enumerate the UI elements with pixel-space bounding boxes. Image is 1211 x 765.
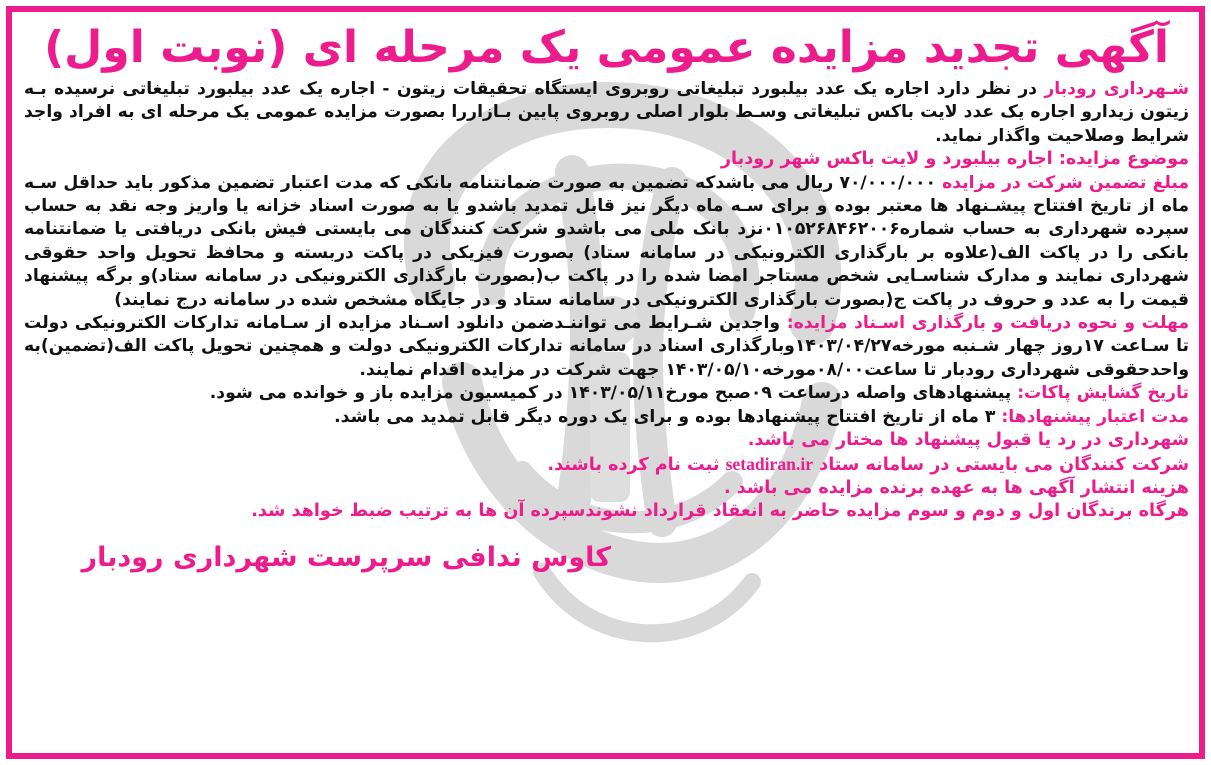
notice-frame [6,6,1205,759]
signature-line: کاوس ندافی سرپرست شهرداری رودبار [81,541,611,573]
opening-text: پیشنهادهای واصله درساعت ۰۹صبح مورخ۱۴۰۳/۰۵/۱۱ در کمیسیون مزایده باز و خوانده می شود. [209,383,1018,404]
registration-after: ثبت نام کرده باشند. [547,454,726,475]
deadline-paragraph [24,312,1189,382]
forfeit-line: هرگاه برندگان اول و دوم و سوم مزایده حاضر به انعقاد قرارداد نشوندسپرده آن ها به ترتیب ضبط خواهد شد. [251,501,1189,522]
intro-paragraph [24,78,1189,148]
opening-lead: تاریخ گشایش پاکات: [1017,383,1189,404]
registration-line [24,453,1189,477]
subject-line: موضوع مزایده: اجاره بیلبورد و لایت باکس شهر رودبار [720,149,1189,170]
opening-paragraph [24,382,1189,405]
guarantee-lead: مبلغ تضمین شرکت در مزایده [942,172,1189,193]
validity-text: ۳ ماه از تاریخ افتتاح پیشنهادها بوده و برای یک دوره دیگر قابل تمدید می باشد. [334,406,1002,427]
deadline-lead: مهلت و نحوه دریافت و بارگذاری اسـناد مزایده: [786,313,1189,334]
notice-title: آگهی تجدید مزایده عمومی یک مرحله ای (نوبت اول) [44,22,1169,73]
cost-line: هزینه انتشار آگهی ها به عهده برنده مزایده می باشد . [723,477,1189,498]
notice-body [12,20,1199,576]
validity-lead: مدت اعتبار پیشنهادها: [1001,406,1189,427]
rights-line: شهرداری در رد یا قبول پیشنهاد ها مختار می باشد. [747,430,1189,451]
setadiran-link[interactable]: setadiran.ir [725,453,814,474]
intro-text: در نظر دارد اجاره یک عدد بیلبورد تبلیغاتی روبروی ایستگاه تحقیقات زیتون - اجاره یک عدد بیلبورد تبلیغاتی نرسیده بـه زیتون زیدارو اجاره یک عدد لایت باکس تبلیغاتی وسـط بلوار اصلی روبروی پایین بـازاررا بصورت مزایده عمومی یک مرحله ای به افراد واجد شرایط وصلاحیت واگذار نماید. [24,79,1189,146]
intro-lead: شـهرداری رودبار [1044,79,1189,99]
registration-before: شرکت کنندگان می بایستی در سامانه ستاد [813,454,1189,475]
validity-paragraph [24,406,1189,429]
guarantee-paragraph [24,172,1189,312]
guarantee-text: ۷۰/۰۰۰/۰۰۰ ریال می باشدکه تضمین به صورت ضمانتنامه بانکی که مدت اعتبار تضمین مذکور باید حداقل سـه ماه از تاریخ افتتاح پیشـنهاد ها معتبر بوده و برای سـه ماه دیگر نیز قابل تمدید باشدو یا به صورت اسناد خزانه یا واریز وجه نقد به حساب سپرده شهرداری به حساب شماره۰۱۰۵۲۶۸۴۶۲۰۰۶نزد بانک ملی می باشدو شرکت کنندگان می بایستی فیش بانکی دریافتی یا ضمانتنامه بانکی را در پاکت الف(علاوه بر بارگذاری الکترونیکی در سامانه ستاد) بصورت فیزیکی در پاکت دربسته و محافظ تحویل واحد حقوقی شهرداری نمایند و مدارک شناسـایی شخص مستاجر امضا شده را در پاکت ب(بصورت بارگذاری الکترونیکی در سامانه ستاد)و برگه پیشنهاد قیمت را به عدد و حروف در پاکت ج(بصورت بارگذاری الکترونیکی در سامانه ستاد و در جایگاه مشخص شده در سامانه درج نمایند) [24,172,1189,310]
deadline-text: واجدین شـرایط می تواننـدضمن دانلود اسـناد مزایده از سـامانه تدارکات الکترونیکی دولت تا سـاعت ۱۷روز چهار شـنبه مورخه۱۴۰۳/۰۴/۲۷وبارگذاری اسناد در سامانه تدارکات الکترونیکی دولت و همچنین تحویل پاکت الف(تضمین)به واحدحقوقی شهرداری رودبار تا ساعت۰۸/۰۰مورخه۱۴۰۳/۰۵/۱۰ جهت شرکت در مزایده اقدام نمایند. [24,313,1189,380]
